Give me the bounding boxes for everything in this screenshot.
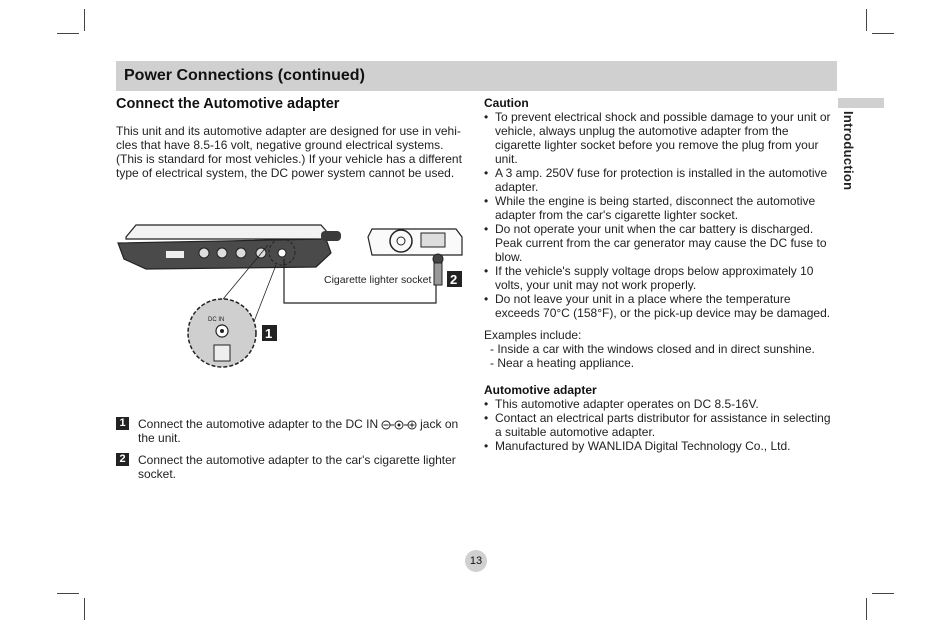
- intro-line: (This is standard for most vehicles.) If your vehicle has a different: [116, 152, 462, 166]
- callout-1: 1: [265, 326, 273, 341]
- example-item: - Inside a car with the windows closed and in direct sunshine.: [490, 342, 815, 356]
- intro-line: type of electrical system, the DC power system cannot be used.: [116, 166, 455, 180]
- examples-title: Examples include:: [484, 328, 582, 342]
- side-tab-marker: [838, 98, 884, 108]
- step-number: 2: [116, 453, 129, 466]
- list-item: • To prevent electrical shock and possible damage to your unit or vehicle, always unplug the automotive adapter from the cigarette lighter socket before you remove the plug from your unit.: [484, 110, 836, 166]
- right-column: [484, 96, 836, 453]
- callout-2: 2: [450, 272, 458, 287]
- crop-mark: [866, 598, 867, 620]
- jack-label: DC IN: [208, 317, 225, 323]
- list-item: • Manufactured by WANLIDA Digital Technology Co., Ltd.: [484, 439, 836, 453]
- cigarette-socket-label: Cigarette lighter socket: [324, 274, 432, 286]
- section-header-bar: [116, 61, 837, 91]
- step-1: [116, 417, 468, 445]
- dc-polarity-icon: [381, 420, 417, 430]
- adapter-list: [484, 397, 836, 453]
- crop-mark: [57, 593, 79, 594]
- page-title: Power Connections (continued): [124, 67, 365, 84]
- intro-line: cles that have 8.5-16 volt, negative ground electrical systems.: [116, 138, 444, 152]
- list-item: • Do not leave your unit in a place where the temperature exceeds 70°C (158°F), or the pick-up device may be damaged.: [484, 292, 836, 320]
- crop-mark: [84, 9, 85, 31]
- list-item: • Contact an electrical parts distributor for assistance in selecting a suitable automotive adapter.: [484, 411, 836, 439]
- intro-line: This unit and its automotive adapter are designed for use in vehi-: [116, 124, 461, 138]
- list-item: • A 3 amp. 250V fuse for protection is installed in the automotive adapter.: [484, 166, 836, 194]
- step-2: [116, 453, 468, 481]
- step-text: Connect the automotive adapter to the car's cigarette lighter socket.: [138, 453, 456, 481]
- list-item: • While the engine is being started, disconnect the automotive adapter from the car's cigarette lighter socket.: [484, 194, 836, 222]
- crop-mark: [57, 33, 79, 34]
- dc-in-jack-closeup: [188, 299, 256, 367]
- example-item: - Near a heating appliance.: [490, 356, 635, 370]
- list-item: • This automotive adapter operates on DC 8.5-16V.: [484, 397, 836, 411]
- crop-mark: [872, 33, 894, 34]
- side-tab-label: Introduction: [841, 111, 856, 191]
- crop-mark: [84, 598, 85, 620]
- section-title: Connect the Automotive adapter: [116, 96, 340, 112]
- crop-mark: [872, 593, 894, 594]
- list-item: • Do not operate your unit when the car battery is discharged. Peak current from the car generator may cause the DC fuse to blow.: [484, 222, 836, 264]
- step-number: 1: [116, 417, 129, 430]
- dvd-player-illustration: [118, 225, 341, 269]
- intro-paragraph: [116, 124, 466, 180]
- step-text: [138, 417, 468, 445]
- adapter-title: Automotive adapter: [484, 383, 597, 397]
- connection-diagram: [116, 215, 468, 375]
- left-column: [116, 96, 466, 180]
- crop-mark: [866, 9, 867, 31]
- caution-title: Caution: [484, 96, 529, 110]
- step-text-after: jack on the unit.: [138, 417, 459, 445]
- caution-list: [484, 110, 836, 320]
- page-number: 13: [465, 550, 487, 572]
- list-item: • If the vehicle's supply voltage drops below approximately 10 volts, your unit may not work properly.: [484, 264, 836, 292]
- step-text-before: Connect the automotive adapter to the DC IN: [138, 417, 379, 431]
